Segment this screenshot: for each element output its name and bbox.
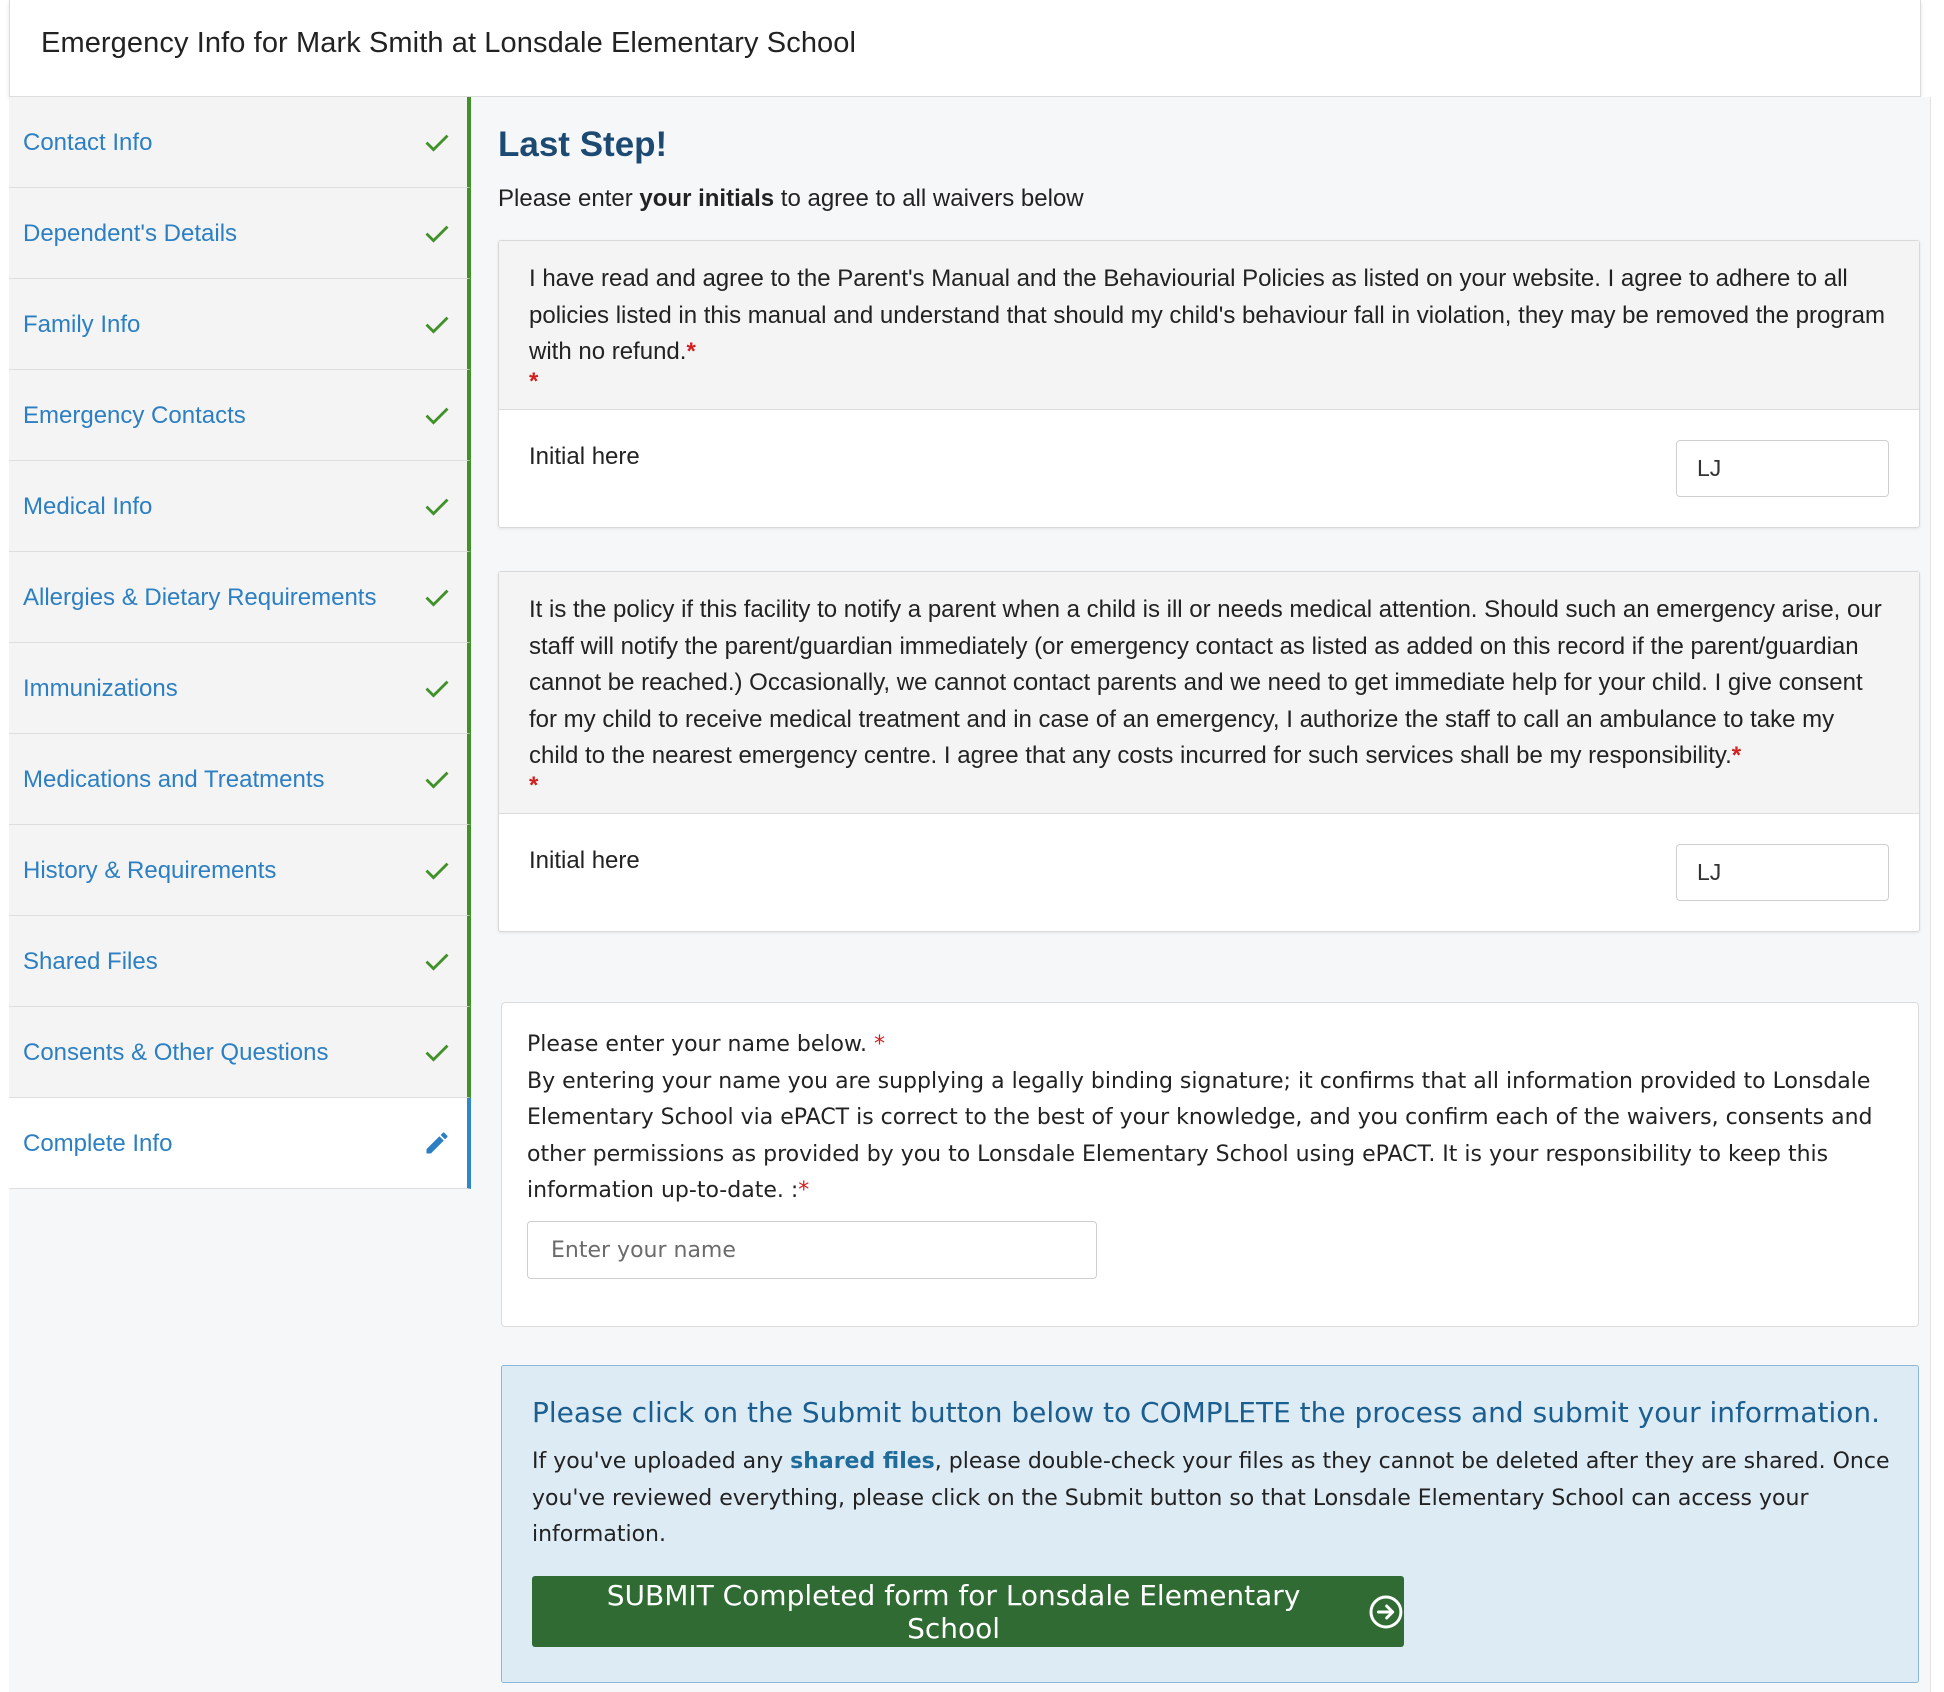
- check-icon: [423, 1038, 451, 1066]
- signature-card: [501, 1002, 1919, 1327]
- waiver-text-block: [499, 241, 1919, 410]
- waiver-card: [498, 571, 1920, 932]
- submit-button-label: SUBMIT Completed form for Lonsdale Elementary School: [606, 1578, 1301, 1645]
- waiver-card: [498, 240, 1920, 528]
- sidebar-item-label: Dependent's Details: [23, 220, 238, 247]
- check-icon: [423, 856, 451, 884]
- signature-prompt-text: Please enter your name below.: [527, 1032, 867, 1057]
- required-marker: *: [686, 338, 696, 365]
- sidebar-item-label: Complete Info: [23, 1130, 173, 1157]
- sidebar-item-medications[interactable]: [9, 734, 471, 825]
- signature-text: [527, 1027, 1897, 1210]
- sidebar-item-consents[interactable]: [9, 1007, 471, 1098]
- initial-row: [499, 410, 1919, 527]
- signature-legal-text: By entering your name you are supplying a legally binding signature; it confirms that all information provided to Lonsdale Elementary School via ePACT is correct to the best of your knowledge, and you confirm each of the waivers, consents and other permissions as provided by you to Lonsdale Elementary School using ePACT. It is your responsibility to keep this information up-to-date. :: [527, 1068, 1873, 1203]
- info-body-post: , please double-check your files as they cannot be deleted after they are shared. Once you've reviewed everything, please click on the Submit button so that Lonsdale Elementary School can access your information.: [532, 1449, 1890, 1547]
- initial-row: [499, 814, 1919, 931]
- initial-input[interactable]: [1676, 844, 1889, 901]
- sidebar-item-label: Allergies & Dietary Requirements: [23, 584, 377, 611]
- sidebar-item-label: Consents & Other Questions: [23, 1039, 329, 1066]
- sidebar-item-medical-info[interactable]: [9, 461, 471, 552]
- sidebar-item-label: History & Requirements: [23, 857, 277, 884]
- subtitle-post: to agree to all waivers below: [774, 185, 1084, 212]
- sidebar-item-label: Shared Files: [23, 948, 158, 975]
- submit-info-box: [501, 1365, 1919, 1683]
- check-icon: [423, 310, 451, 338]
- required-marker: *: [529, 771, 539, 799]
- sidebar-item-emergency-contacts[interactable]: [9, 370, 471, 461]
- initial-label: Initial here: [529, 442, 640, 470]
- sidebar-nav: [9, 97, 471, 1189]
- check-icon: [423, 583, 451, 611]
- waiver-text: I have read and agree to the Parent's Manual and the Behaviourial Policies as listed on your website. I agree to adhere to all policies listed in this manual and understand that should my child's behaviour fall in violation, they may be removed the program with no refund.: [529, 265, 1885, 365]
- sidebar-item-history[interactable]: [9, 825, 471, 916]
- submit-info-body: [532, 1444, 1892, 1554]
- required-marker: *: [798, 1178, 810, 1203]
- sidebar-item-label: Contact Info: [23, 129, 153, 156]
- sidebar-item-label: Medications and Treatments: [23, 766, 325, 793]
- sidebar-item-family-info[interactable]: [9, 279, 471, 370]
- submit-button[interactable]: [532, 1576, 1404, 1647]
- initial-input[interactable]: [1676, 440, 1889, 497]
- sidebar-item-label: Medical Info: [23, 493, 153, 520]
- sidebar-item-label: Family Info: [23, 311, 141, 338]
- check-icon: [423, 128, 451, 156]
- waiver-text: It is the policy if this facility to notify a parent when a child is ill or needs medical attention. Should such an emergency arise, our staff will notify the parent/guardian immediately (or emergency contact as listed as added on this record if the parent/guardian cannot be reached.) Occasionally, we cannot contact parents and we need to get immediate help for your child. I give consent for my child to receive medical treatment and in case of an emergency, I authorize the staff to call an ambulance to take my child to the nearest emergency centre. I agree that any costs incurred for such services shall be my responsibility.: [529, 596, 1882, 769]
- waiver-text-block: [499, 572, 1919, 814]
- page-title: Emergency Info for Mark Smith at Lonsdale Elementary School: [41, 27, 857, 59]
- name-input[interactable]: [527, 1221, 1097, 1279]
- sidebar-item-allergies[interactable]: [9, 552, 471, 643]
- subtitle-bold: your initials: [639, 185, 775, 212]
- sidebar-item-label: Emergency Contacts: [23, 402, 246, 429]
- submit-info-title: Please click on the Submit button below to COMPLETE the process and submit your information.: [532, 1396, 1881, 1429]
- sidebar-item-contact-info[interactable]: [9, 97, 471, 188]
- check-icon: [423, 401, 451, 429]
- step-title: Last Step!: [498, 125, 668, 164]
- pencil-icon: [423, 1129, 451, 1157]
- arrow-right-circle-icon: [1368, 1594, 1404, 1630]
- sidebar-item-shared-files[interactable]: [9, 916, 471, 1007]
- check-icon: [423, 947, 451, 975]
- sidebar-item-immunizations[interactable]: [9, 643, 471, 734]
- step-subtitle: [498, 185, 1084, 213]
- required-marker: *: [529, 367, 539, 395]
- page-header: [9, 0, 1921, 97]
- check-icon: [423, 674, 451, 702]
- sidebar-item-dependents-details[interactable]: [9, 188, 471, 279]
- signature-legal: [527, 1064, 1897, 1210]
- check-icon: [423, 219, 451, 247]
- sidebar-item-complete-info[interactable]: [9, 1098, 471, 1189]
- sidebar-item-label: Immunizations: [23, 675, 178, 702]
- required-marker: *: [873, 1032, 885, 1057]
- initial-label: Initial here: [529, 846, 640, 874]
- check-icon: [423, 765, 451, 793]
- required-marker: *: [1731, 742, 1742, 769]
- signature-prompt: [527, 1027, 1897, 1064]
- check-icon: [423, 492, 451, 520]
- subtitle-pre: Please enter: [498, 185, 640, 212]
- shared-files-link[interactable]: shared files: [790, 1449, 935, 1474]
- info-body-pre: If you've uploaded any: [532, 1449, 791, 1474]
